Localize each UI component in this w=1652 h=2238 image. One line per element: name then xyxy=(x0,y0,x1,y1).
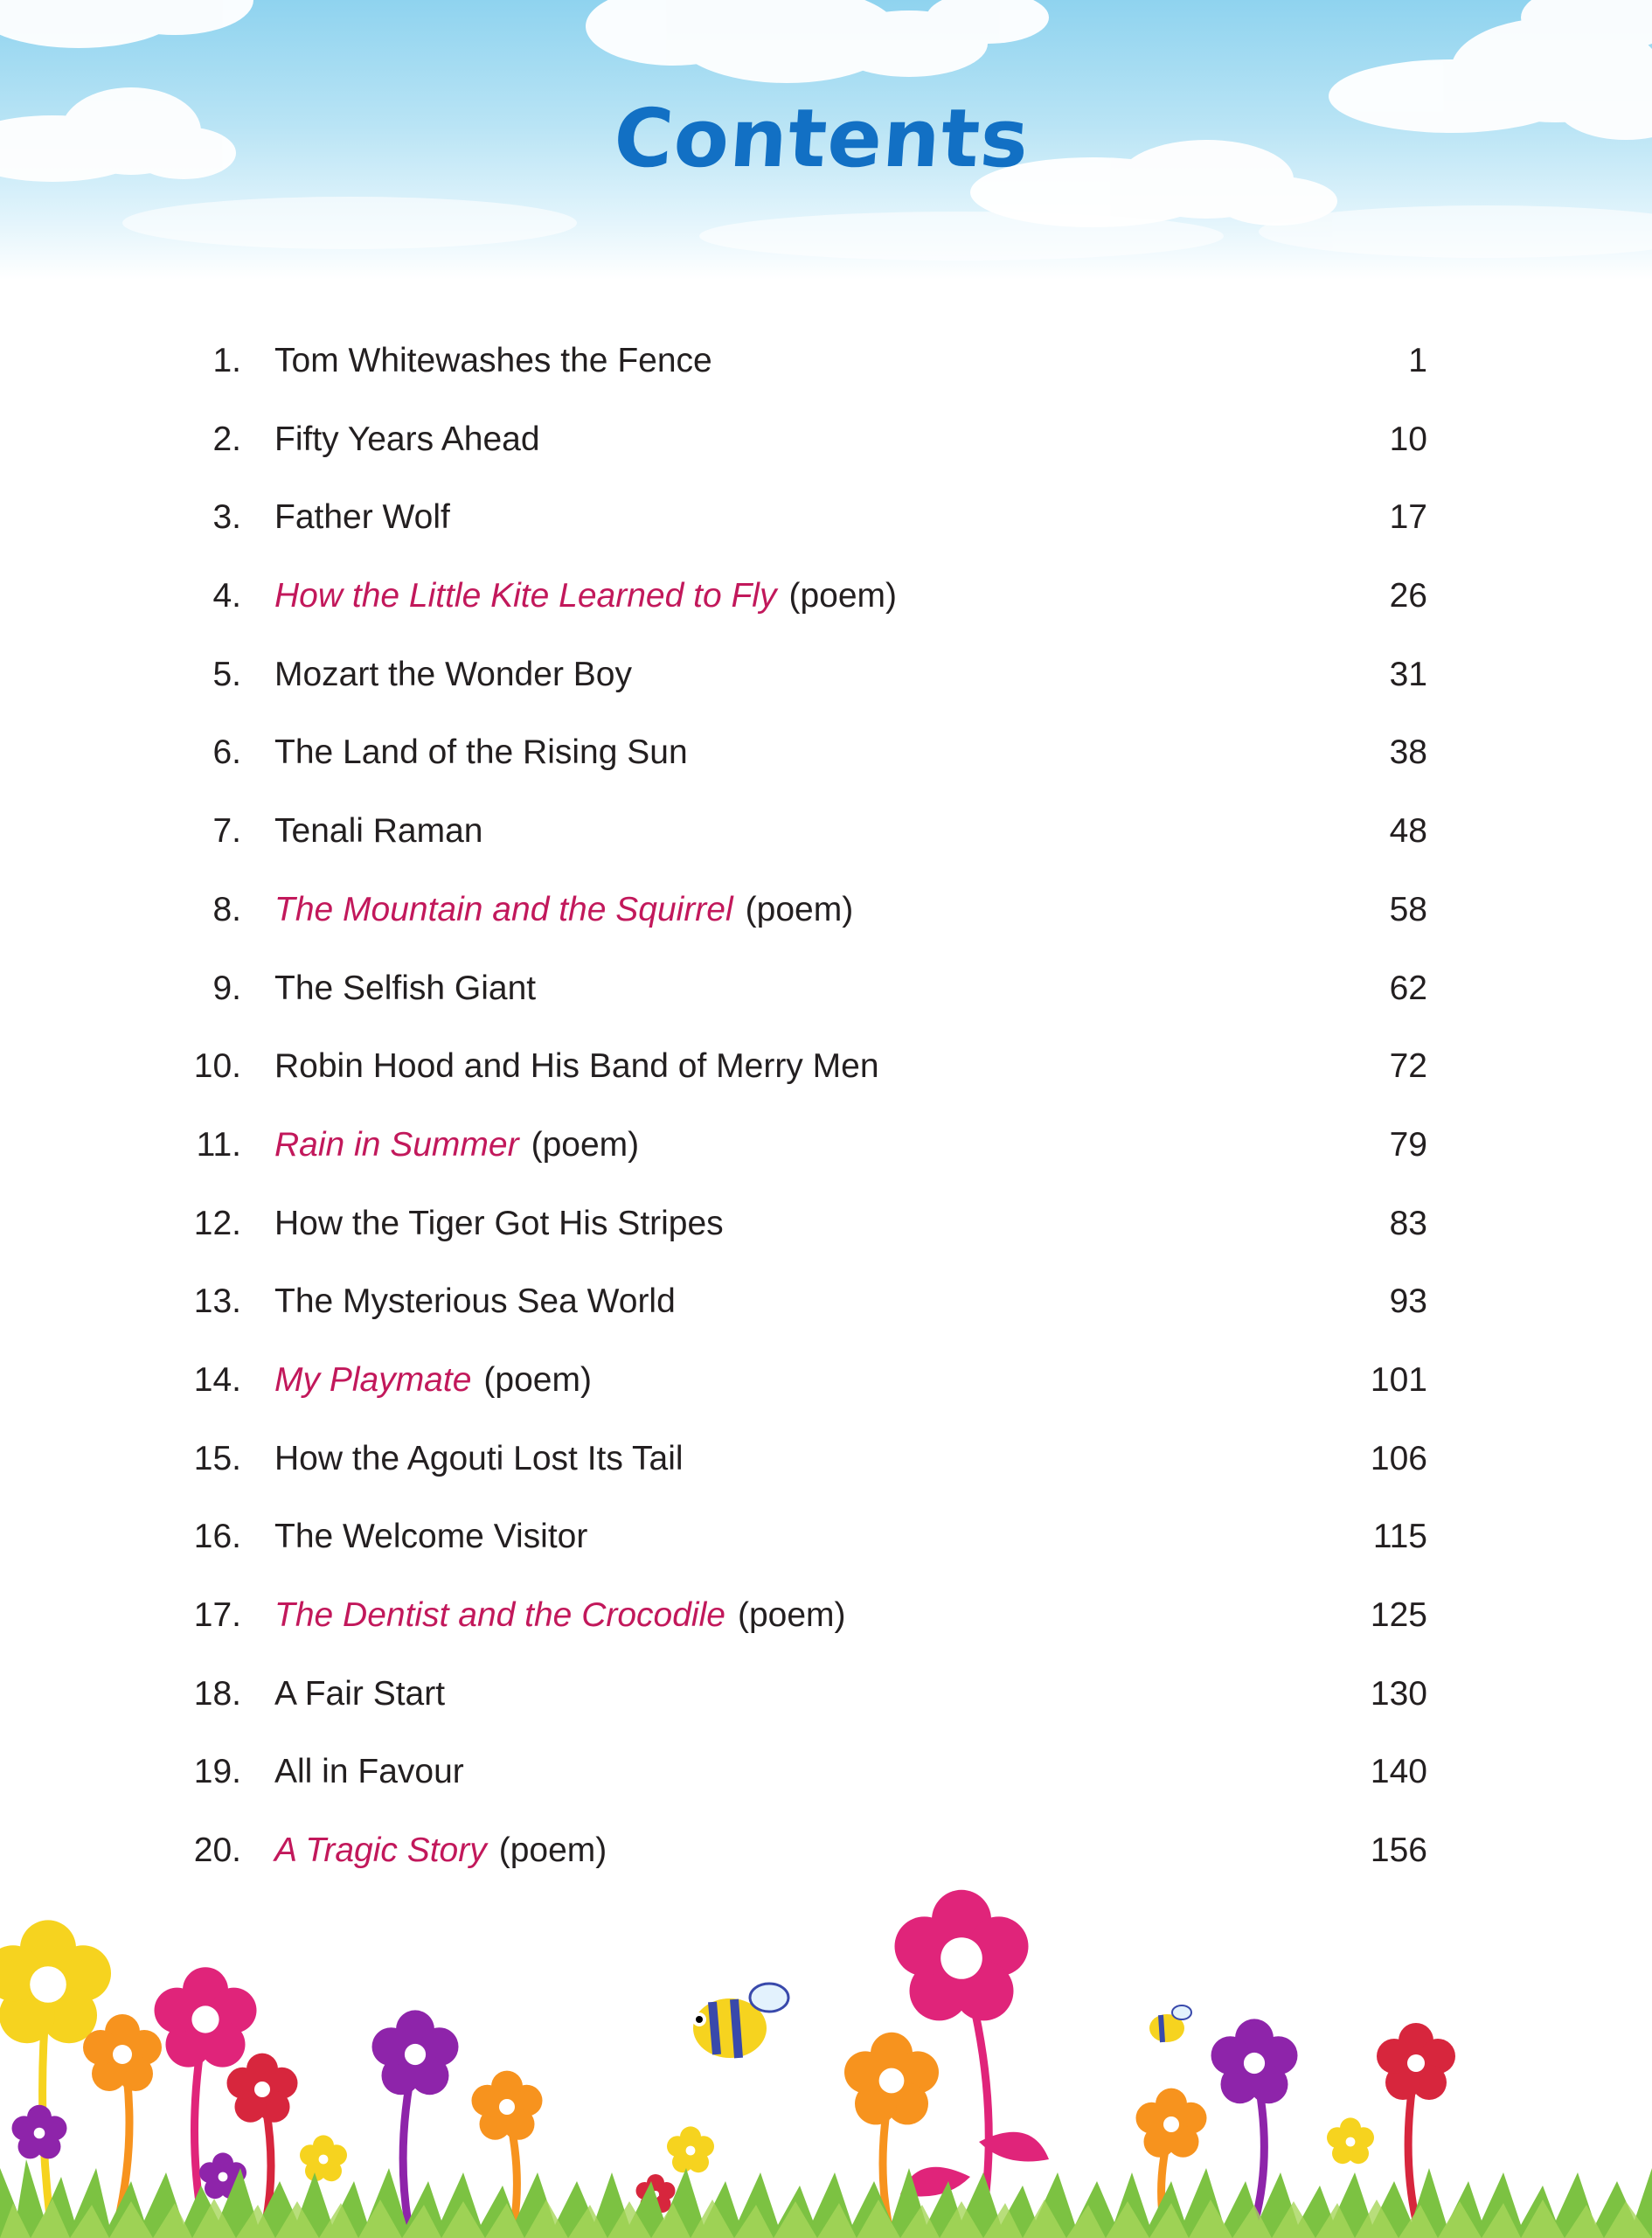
entry-number: 6. xyxy=(212,733,241,772)
entry-number: 4. xyxy=(212,577,241,615)
page-number: 79 xyxy=(1389,1125,1427,1164)
chapter-title: The Welcome Visitor xyxy=(274,1518,588,1556)
chapter-title: How the Tiger Got His Stripes xyxy=(274,1204,724,1242)
poem-label: (poem) xyxy=(745,890,854,928)
poem-title: Rain in Summer xyxy=(274,1125,519,1164)
page-title: Contents xyxy=(610,92,1033,185)
flower-meadow-illustration xyxy=(0,1880,1652,2238)
entry-title-group xyxy=(274,1420,684,1498)
poem-title: A Tragic Story xyxy=(274,1831,487,1870)
poem-label: (poem) xyxy=(498,1831,607,1870)
entry-number: 11. xyxy=(196,1125,241,1164)
toc-entry[interactable] xyxy=(0,636,1652,714)
table-of-contents xyxy=(0,322,1652,1890)
poem-label: (poem) xyxy=(531,1125,640,1164)
toc-entry[interactable] xyxy=(0,1341,1652,1420)
entry-title-group xyxy=(274,871,853,949)
page-number: 48 xyxy=(1389,812,1427,851)
poem-label: (poem) xyxy=(788,577,898,615)
chapter-title: Fifty Years Ahead xyxy=(274,420,540,458)
chapter-title: The Land of the Rising Sun xyxy=(274,733,688,772)
page-number: 1 xyxy=(1408,342,1427,379)
chapter-title: Tom Whitewashes the Fence xyxy=(274,342,712,379)
poem-label: (poem) xyxy=(483,1360,592,1399)
page-number: 58 xyxy=(1389,890,1427,928)
page-number: 125 xyxy=(1370,1596,1427,1634)
toc-entry[interactable] xyxy=(0,1185,1652,1263)
page-number: 31 xyxy=(1389,655,1427,693)
poem-title: The Dentist and the Crocodile xyxy=(274,1596,725,1634)
entry-title-group xyxy=(274,1498,587,1576)
entry-title-group xyxy=(274,557,897,636)
page-number: 17 xyxy=(1389,498,1427,537)
entry-number: 17. xyxy=(193,1596,241,1634)
entry-number: 8. xyxy=(212,890,241,928)
toc-entry[interactable] xyxy=(0,792,1652,871)
entry-title-group xyxy=(274,1576,846,1655)
entry-number: 13. xyxy=(193,1282,241,1321)
entry-title-group xyxy=(274,1341,592,1420)
flowers-illustration xyxy=(0,1880,1652,2238)
toc-entry[interactable] xyxy=(0,1576,1652,1655)
entry-number: 1. xyxy=(212,342,241,379)
entry-number: 15. xyxy=(193,1439,241,1477)
toc-entry[interactable] xyxy=(0,557,1652,636)
page-number: 26 xyxy=(1389,577,1427,615)
toc-entry[interactable] xyxy=(0,322,1652,400)
entry-title-group xyxy=(274,1655,445,1734)
chapter-title: The Selfish Giant xyxy=(274,969,537,1007)
entry-title-group xyxy=(274,1733,464,1811)
entry-title-group xyxy=(274,1106,639,1185)
page-number: 38 xyxy=(1389,733,1427,772)
page-number: 140 xyxy=(1370,1753,1427,1791)
page-number: 10 xyxy=(1389,420,1427,458)
entry-number: 14. xyxy=(193,1360,241,1399)
toc-entry[interactable] xyxy=(0,478,1652,557)
toc-entry[interactable] xyxy=(0,1106,1652,1185)
entry-title-group xyxy=(274,792,482,871)
poem-title: My Playmate xyxy=(274,1360,472,1399)
entry-number: 18. xyxy=(193,1674,241,1713)
toc-entry[interactable] xyxy=(0,1498,1652,1576)
toc-entry[interactable] xyxy=(0,1027,1652,1106)
toc-entry[interactable] xyxy=(0,1811,1652,1890)
entry-title-group xyxy=(274,636,632,714)
entry-title-group xyxy=(274,400,540,479)
entry-title-group xyxy=(274,949,536,1028)
entry-number: 7. xyxy=(212,812,241,851)
poem-title: How the Little Kite Learned to Fly xyxy=(274,577,777,615)
entry-number: 5. xyxy=(212,655,241,693)
page-number: 130 xyxy=(1370,1674,1427,1713)
page-number: 62 xyxy=(1389,969,1427,1007)
toc-entry[interactable] xyxy=(0,400,1652,479)
chapter-title: How the Agouti Lost Its Tail xyxy=(274,1439,684,1477)
entry-title-group xyxy=(274,1262,676,1341)
chapter-title: The Mysterious Sea World xyxy=(274,1282,676,1321)
chapter-title: Tenali Raman xyxy=(274,812,483,851)
chapter-title: A Fair Start xyxy=(274,1674,446,1713)
chapter-title: Mozart the Wonder Boy xyxy=(274,655,632,693)
chapter-title: All in Favour xyxy=(274,1753,464,1791)
page-number: 93 xyxy=(1389,1282,1427,1321)
toc-entry[interactable] xyxy=(0,1655,1652,1734)
entry-title-group xyxy=(274,478,450,557)
page-number: 106 xyxy=(1370,1439,1427,1477)
entry-title-group xyxy=(274,322,712,400)
entry-number: 2. xyxy=(212,420,241,458)
page-number: 156 xyxy=(1370,1831,1427,1870)
toc-entry[interactable] xyxy=(0,949,1652,1028)
entry-title-group xyxy=(274,1185,724,1263)
page-number: 72 xyxy=(1389,1047,1427,1086)
chapter-title: Father Wolf xyxy=(274,498,450,537)
toc-entry[interactable] xyxy=(0,1420,1652,1498)
entry-number: 3. xyxy=(212,498,241,537)
toc-entry[interactable] xyxy=(0,1262,1652,1341)
entry-number: 19. xyxy=(193,1753,241,1791)
toc-entry[interactable] xyxy=(0,1733,1652,1811)
entry-number: 9. xyxy=(212,969,241,1007)
page-number: 115 xyxy=(1372,1518,1427,1556)
page-number: 101 xyxy=(1370,1360,1427,1399)
entry-number: 12. xyxy=(193,1204,241,1242)
entry-title-group xyxy=(274,713,688,792)
entry-title-group xyxy=(274,1027,879,1106)
entry-title-group xyxy=(274,1811,607,1890)
chapter-title: Robin Hood and His Band of Merry Men xyxy=(274,1047,879,1086)
bee-icon xyxy=(692,1984,788,2058)
entry-number: 20. xyxy=(193,1831,241,1870)
entry-number: 10. xyxy=(193,1047,241,1086)
entry-number: 16. xyxy=(193,1518,241,1556)
toc-entry[interactable] xyxy=(0,713,1652,792)
poem-label: (poem) xyxy=(737,1596,846,1634)
poem-title: The Mountain and the Squirrel xyxy=(274,890,733,928)
bee-icon xyxy=(1149,2005,1191,2042)
page-number: 83 xyxy=(1389,1204,1427,1242)
toc-entry[interactable] xyxy=(0,871,1652,949)
